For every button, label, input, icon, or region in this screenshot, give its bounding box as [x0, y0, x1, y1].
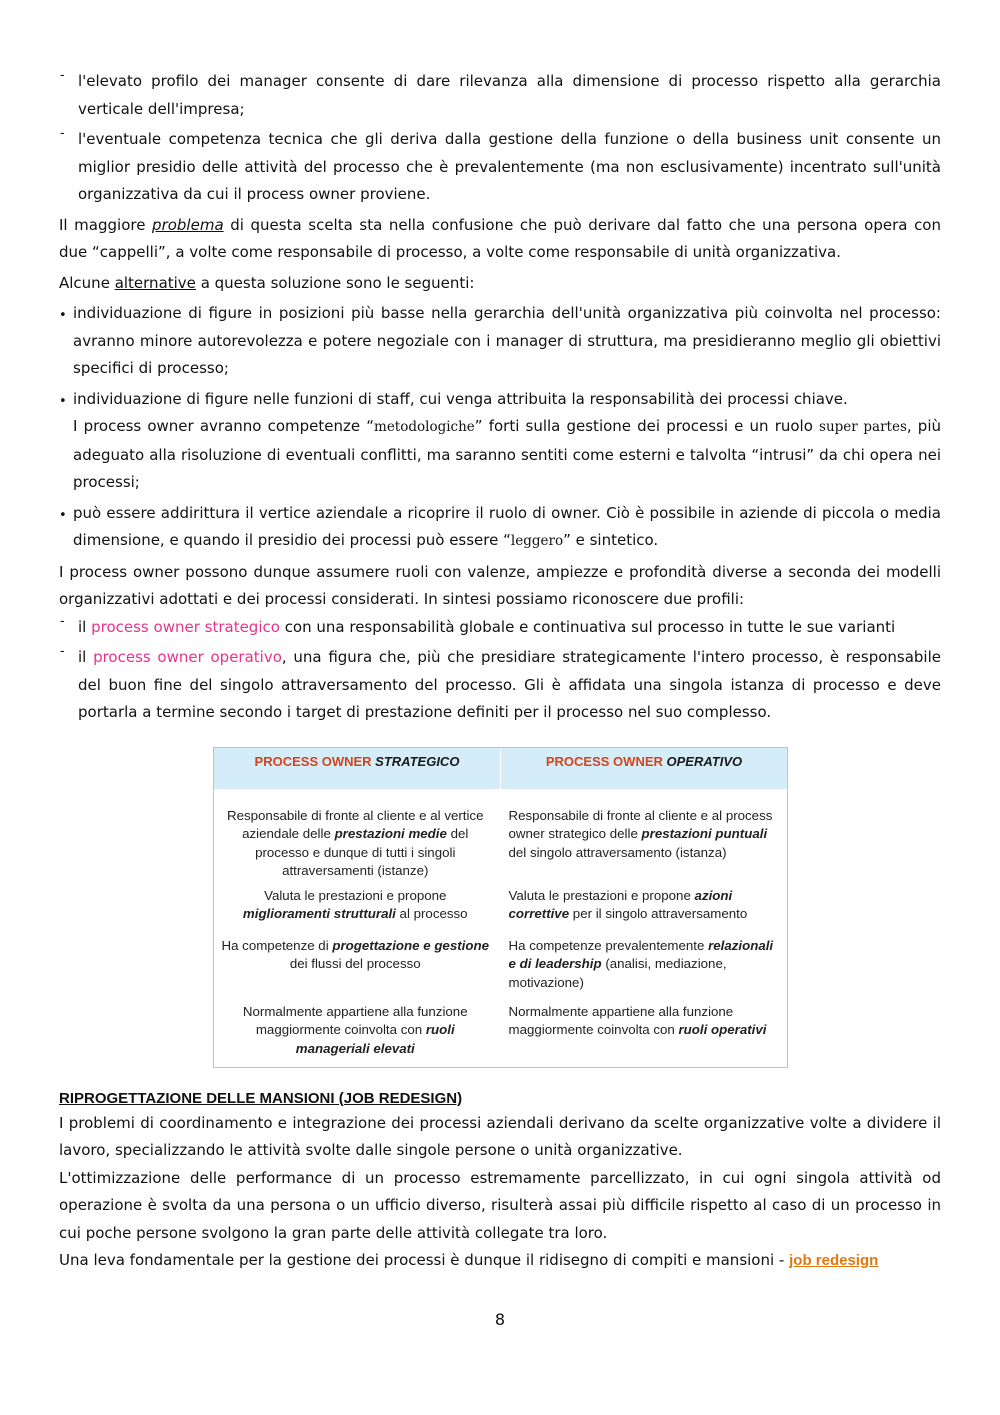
process-owner-comparison-table: [213, 747, 788, 1068]
table-cell: [509, 887, 780, 937]
column-strategic: [214, 807, 497, 1059]
text-span: Il maggiore: [59, 215, 153, 234]
profile-strategic: [59, 614, 941, 642]
text-span: azioni correttive: [508, 887, 733, 921]
text-span: Normalmente appartiene alla funzione maggiormente coinvolta con: [242, 1003, 468, 1037]
text-span: Valuta le prestazioni e propone: [508, 887, 695, 903]
text-span: Ha competenze prevalentemente: [508, 937, 709, 953]
header-text: OPERATIVO: [666, 753, 743, 769]
text-span: il: [78, 617, 92, 636]
text-span: Valuta le prestazioni e propone: [264, 887, 447, 903]
header-text: STRATEGICO: [375, 753, 460, 769]
document-page: [59, 68, 941, 1275]
text-span: prestazioni puntuali: [641, 826, 768, 841]
text-span: Normalmente appartiene alla funzione maggiormente coinvolta con: [508, 1003, 734, 1037]
alternative-item-2: [59, 386, 941, 497]
table-cell: [509, 1003, 780, 1059]
problem-paragraph: [59, 212, 941, 267]
text-span: relazionali e di leadership: [508, 937, 774, 971]
text-span: ruoli manageriali elevati: [295, 1022, 455, 1056]
text-span: Alcune: [59, 273, 115, 292]
text-span: ” forti sulla gestione dei processi e un ruolo: [474, 417, 820, 435]
text-span: il: [78, 648, 94, 666]
text-span: del singolo attraversamento (istanza): [508, 844, 727, 860]
text-span: può essere addirittura il vertice aziendale a ricoprire il ruolo di owner. Ciò è possibile in aziende di piccola o media dimensione, e quando il presidio dei processi può essere “: [73, 503, 941, 549]
bullet-technical-competence: - l'eventuale competenza tecnica che gli deriva dalla gestione della funzione o della business unit consente un miglior presidio delle attività del processo che è prevalentemente (ma non esclusivamente) incentrato sull'unità organizzativa da cui il process owner proviene.: [59, 126, 941, 209]
bullet-manager-profile: - l'elevato profilo dei manager consente di dare rilevanza alla dimensione di processo rispetto alla gerarchia verticale dell'impresa;: [59, 68, 941, 123]
text-span: progettazione e gestione: [332, 937, 489, 953]
text-span: ruoli operativi: [678, 1022, 767, 1037]
text-span: , una figura che, più che presidiare strategicamente l'intero processo, è responsabile del buon fine del singolo attraversamento del processo. Gli è affidata una singola istanza di processo e deve portarla a termine secondo i target di prestazione definiti per il processo nel suo complesso.: [78, 648, 941, 721]
problem-emphasis: problema: [152, 215, 224, 234]
table-cell: [509, 937, 780, 1003]
header-text: PROCESS OWNER: [254, 753, 376, 769]
job-redesign-paragraph: [59, 1247, 941, 1275]
text-span: del processo e dunque di tutti i singoli attraversamenti (istanze): [255, 826, 469, 878]
profile-operative: [59, 644, 941, 727]
alternative-item-2-first-line: • individuazione di figure nelle funzioni di staff, cui venga attribuita la responsabilità dei processi chiave.: [73, 389, 848, 408]
strategic-link[interactable]: process owner strategico: [91, 617, 280, 636]
table-cell: [220, 1003, 491, 1059]
text-span: dei flussi del processo: [289, 956, 421, 971]
text-span: Responsabile di fronte al cliente e al vertice aziendale delle: [227, 807, 484, 841]
serif-word: metodologiche: [374, 419, 475, 435]
text-span: Responsabile di fronte al cliente e al process owner strategico delle: [508, 807, 773, 841]
text-span: con una responsabilità globale e continuativa sul processo in tutte le sue varianti: [279, 617, 896, 636]
operative-link[interactable]: process owner operativo: [93, 648, 282, 666]
section-paragraph-1: I problemi di coordinamento e integrazione dei processi aziendali derivano da scelte organizzative volte a dividere il lavoro, specializzando le attività svolte dalle singole persone o unità organizzative.: [59, 1113, 941, 1159]
text-span: prestazioni medie: [334, 826, 447, 841]
text-span: I process owner avranno competenze “: [73, 417, 375, 435]
alternative-item-3: [59, 500, 941, 556]
text-span: (analisi, mediazione, motivazione): [508, 956, 727, 990]
text-span: a questa soluzione sono le seguenti:: [195, 273, 475, 292]
table-cell: [220, 807, 491, 887]
table-cell: [220, 887, 491, 937]
text-span: Una leva fondamentale per la gestione dei processi è dunque il ridisegno di compiti e mansioni -: [59, 1251, 790, 1269]
header-strategic: [214, 748, 500, 789]
serif-word: leggero: [510, 533, 564, 549]
column-operative: [497, 807, 788, 1059]
header-operative: [500, 748, 787, 789]
text-span: miglioramenti strutturali: [242, 906, 396, 921]
alternatives-emphasis: alternative: [114, 273, 196, 292]
text-span: per il singolo attraversamento: [569, 906, 748, 921]
table-body: [214, 789, 787, 1067]
text-span: di questa scelta sta nella confusione che può derivare dal fatto che una persona opera con due “cappelli”, a volte come responsabile di processo, a volte come responsabile di unità organizzativa.: [59, 215, 941, 261]
table-cell: [509, 807, 780, 887]
section-title: RIPROGETTAZIONE DELLE MANSIONI (JOB REDESIGN): [59, 1089, 463, 1107]
section-paragraph-2: L'ottimizzazione delle performance di un processo estremamente parcellizzato, in cui ogni singola attività od operazione è svolta da una persona o un ufficio diverso, risulterà assai più difficile rispetto al caso di un processo in cui poche persone svolgono la gran parte delle attività collegate tra loro.: [59, 1168, 941, 1242]
page-number: 8: [494, 1310, 506, 1329]
alternative-item-2-detail: [73, 413, 941, 497]
profiles-paragraph: I process owner possono dunque assumere ruoli con valenze, ampiezze e profondità diverse a seconda dei modelli organizzativi adottati e dei processi considerati. In sintesi possiamo riconoscere due profili:: [59, 562, 941, 608]
table-cell: [220, 937, 491, 1003]
text-span: , più adeguato alla risoluzione di eventuali conflitti, ma saranno sentiti come esterni e talvolta “intrusi” da chi opera nei processi;: [73, 417, 941, 491]
text-span: ” e sintetico.: [563, 531, 659, 549]
alternatives-intro: [59, 270, 941, 298]
table-header: [214, 748, 787, 789]
alternative-item-1: • individuazione di figure in posizioni più basse nella gerarchia dell'unità organizzativa più coinvolta nel processo: avranno minore autorevolezza e potere negoziale con i manager di struttura, ma presidieranno meglio gli obiettivi specifici di processo;: [59, 300, 941, 383]
serif-word: super partes: [819, 419, 907, 435]
text-span: al processo: [395, 906, 468, 921]
header-text: PROCESS OWNER: [545, 753, 667, 769]
job-redesign-link[interactable]: job redesign: [789, 1252, 879, 1269]
text-span: Ha competenze di: [221, 937, 333, 953]
